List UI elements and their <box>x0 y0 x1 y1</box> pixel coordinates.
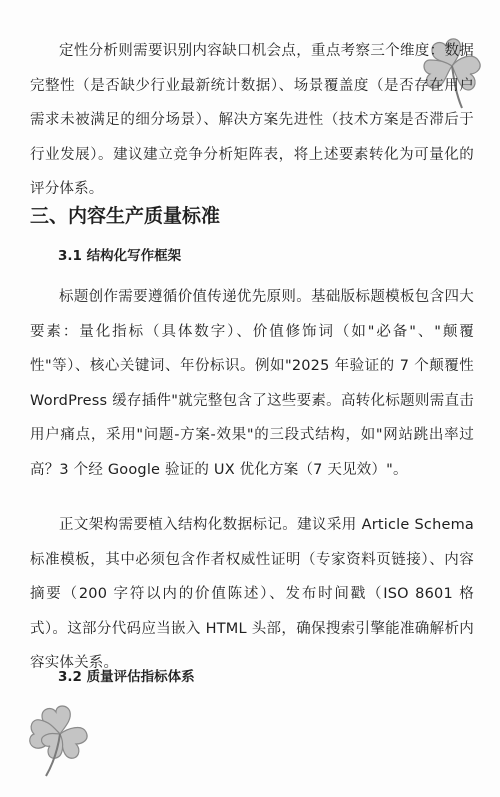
section-heading-3: 三、内容生产质量标准 <box>30 205 221 227</box>
paragraph-title-creation: 标题创作需要遵循价值传递优先原则。基础版标题模板包含四大要素：量化指标（具体数字）、价值修饰词（如"必备"、"颠覆性"等）、核心关键词、年份标识。例如"2025 年验证的 7 个颠覆性 WordPress 缓存插件"就完整包含了这些要素。高转化标题则需直击用户痛点，采用"问题-方案-效果"的三段式结构，如"网站跳出率过高？3 个经 Google 验证的 UX 优化方案（7 天见效）"。 <box>30 289 474 478</box>
paragraph-qualitative-analysis: 定性分析则需要识别内容缺口机会点，重点考察三个维度：数据完整性（是否缺少行业最新统计数据）、场景覆盖度（是否存在用户需求未被满足的细分场景）、解决方案先进性（技术方案是否滞后于行业发展）。建议建立竞争分析矩阵表，将上述要素转化为可量化的评分体系。 <box>30 43 474 197</box>
subheading-3-2: 3.2 质量评估指标体系 <box>58 669 195 685</box>
paragraph-structured-data: 正文架构需要植入结构化数据标记。建议采用 Article Schema 标准模板，其中必须包含作者权威性证明（专家资料页链接）、内容摘要（200 字符以内的价值陈述）、发布时间戳（ISO 8601 格式）。这部分代码应当嵌入 HTML 头部，确保搜索引擎能准确解析内容实体关系。 <box>30 517 474 671</box>
subheading-3-1: 3.1 结构化写作框架 <box>58 248 182 264</box>
four-leaf-clover-icon <box>24 700 94 780</box>
